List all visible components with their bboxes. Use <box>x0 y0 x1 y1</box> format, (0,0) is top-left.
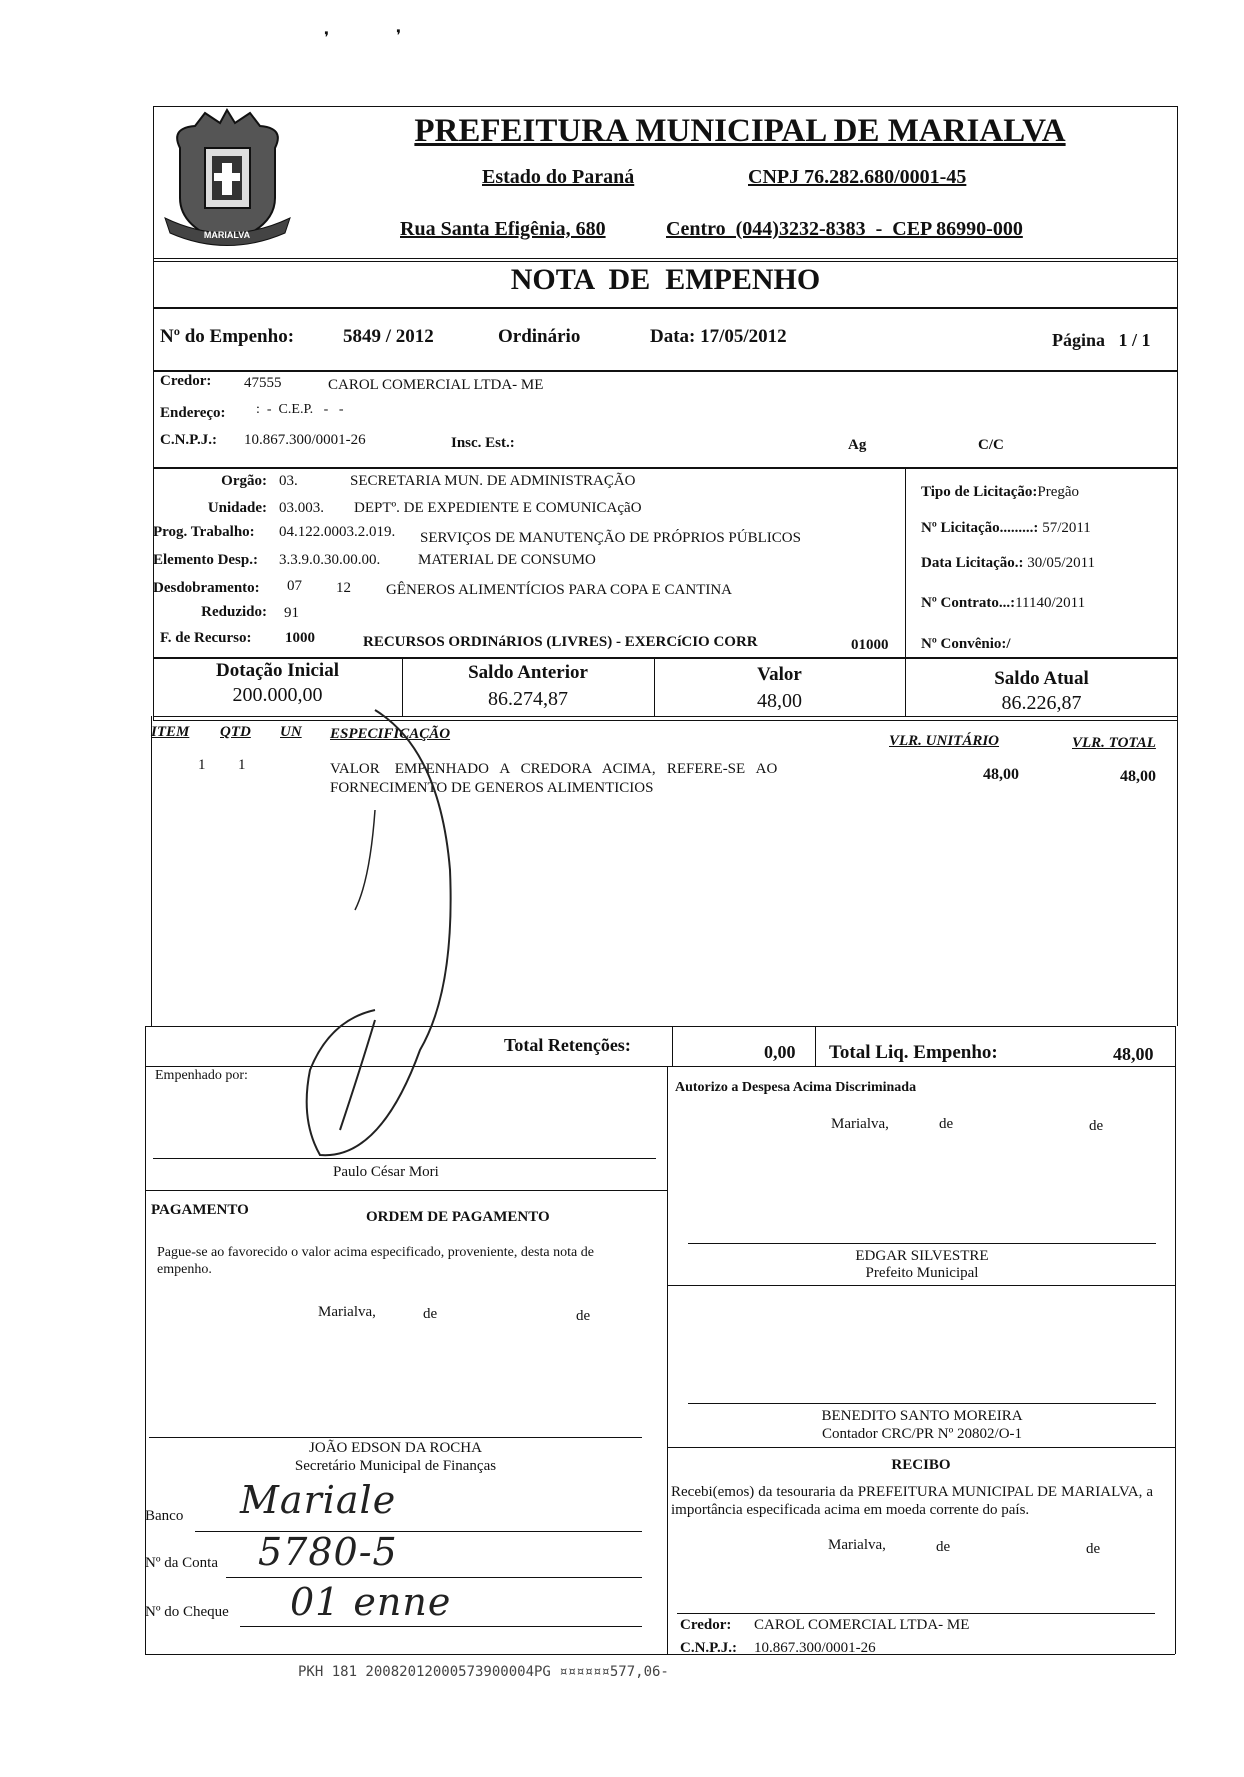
empenho-number: 5849 / 2012 <box>343 326 434 347</box>
cheque-label: Nº do Cheque <box>145 1604 229 1620</box>
col-vlr-unit: VLR. UNITÁRIO <box>889 733 1000 749</box>
convenio: Nº Convênio:/ <box>921 636 1011 652</box>
address-value: : - C.E.P. - - <box>256 402 344 417</box>
retencoes-label: Total Retenções: <box>504 1035 631 1055</box>
elemento-label: Elemento Desp.: <box>153 552 258 568</box>
contador-name: BENEDITO SANTO MOREIRA <box>821 1408 1023 1424</box>
page-number: Página 1 / 1 <box>1052 330 1151 350</box>
empenho-label: Nº do Empenho: <box>160 326 295 347</box>
unidade-name: DEPTº. DE EXPEDIENTE E COMUNICAçãO <box>354 500 642 516</box>
elemento-name: MATERIAL DE CONSUMO <box>418 552 596 568</box>
orgao-code: 03. <box>279 473 298 489</box>
autorizo-de-1: de <box>939 1116 954 1132</box>
recibo-de-2: de <box>1086 1541 1101 1557</box>
desdob-label: Desdobramento: <box>153 580 260 596</box>
prefeito-name: EDGAR SILVESTRE <box>855 1248 989 1264</box>
empenhado-por-label: Empenhado por: <box>155 1068 248 1083</box>
page-title: PREFEITURA MUNICIPAL DE MARIALVA <box>414 113 1066 149</box>
prog-name: SERVIÇOS DE MANUTENÇÃO DE PRÓPRIOS PÚBLICOS <box>420 530 801 546</box>
col-qtd: QTD <box>220 724 251 740</box>
pague-text: Pague-se ao favorecido o valor acima especificado, proveniente, desta nota de empenho. <box>157 1245 594 1277</box>
creditor-box <box>153 371 1178 468</box>
banco-handwriting: Mariale <box>240 1478 397 1522</box>
col-item: ITEM <box>151 724 190 740</box>
ag-label: Ag <box>848 437 867 453</box>
state-label: Estado do Paraná <box>482 166 635 188</box>
valor-value: 48,00 <box>757 690 802 712</box>
secretario-name: JOÃO EDSON DA ROCHA <box>309 1440 482 1456</box>
crest-text: MARIALVA <box>203 230 251 240</box>
recurso-code: 1000 <box>285 630 315 646</box>
cnpj-value: 10.867.300/0001-26 <box>244 432 366 448</box>
col-espec: ESPECIFICAÇÃO <box>330 726 451 742</box>
autorizo-de-2: de <box>1089 1118 1104 1134</box>
data-licitacao: Data Licitação.: 30/05/2011 <box>921 555 1096 571</box>
desdob-code: 07 <box>287 578 302 594</box>
cnpj-label: CNPJ 76.282.680/0001-45 <box>748 166 967 188</box>
insc-label: Insc. Est.: <box>451 435 515 451</box>
recibo-place: Marialva, <box>828 1537 886 1553</box>
recibo-cnpj: 10.867.300/0001-26 <box>754 1640 876 1656</box>
elemento-code: 3.3.9.0.30.00.00. <box>279 552 381 568</box>
empenho-type: Ordinário <box>498 326 581 347</box>
handwritten-signature <box>300 690 470 1180</box>
district-phone-cep: Centro (044)3232-8383 - CEP 86990-000 <box>666 218 1023 240</box>
saldo-anterior-value: 86.274,87 <box>488 688 568 710</box>
cc-label: C/C <box>978 437 1004 453</box>
doc-title: NOTA DE EMPENHO <box>510 263 821 296</box>
cheque-handwriting: 01 enne <box>290 1580 452 1624</box>
creditor-label: Credor: <box>160 373 212 389</box>
conta-label: Nº da Conta <box>145 1555 218 1571</box>
item-vlr-unit: 48,00 <box>983 766 1019 783</box>
autorizo-label: Autorizo a Despesa Acima Discriminada <box>675 1080 917 1095</box>
col-un: UN <box>280 724 302 740</box>
contador-title: Contador CRC/PR Nº 20802/O-1 <box>821 1426 1023 1442</box>
col-vlr-total: VLR. TOTAL <box>1072 735 1156 751</box>
recibo-credor-name: CAROL COMERCIAL LTDA- ME <box>754 1617 970 1633</box>
unidade-code: 03.003. <box>279 500 324 516</box>
unidade-label: Unidade: <box>207 500 267 516</box>
contrato: Nº Contrato...:11140/2011 <box>921 595 1086 611</box>
pagamento-place: Marialva, <box>318 1304 376 1320</box>
conta-handwriting: 5780-5 <box>258 1530 398 1574</box>
reduzido-value: 91 <box>284 605 299 621</box>
dotacao-label: Dotação Inicial <box>216 660 339 681</box>
pagamento-label: PAGAMENTO <box>151 1202 249 1218</box>
tipo-licitacao: Tipo de Licitação:Pregão <box>921 484 1080 500</box>
banco-label: Banco <box>145 1508 184 1524</box>
retencoes-value: 0,00 <box>764 1042 796 1062</box>
orgao-label: Orgão: <box>221 473 267 489</box>
item-desc-1: VALOR EMPENHADO A CREDORA ACIMA, REFERE-SE AO <box>330 761 778 777</box>
pagamento-de-1: de <box>423 1306 438 1322</box>
recibo-title: RECIBO <box>891 1457 951 1473</box>
empenho-date: Data: 17/05/2012 <box>650 326 787 347</box>
recurso-num: 01000 <box>851 637 889 653</box>
item-desc-2: FORNECIMENTO DE GENEROS ALIMENTICIOS <box>330 780 654 796</box>
desdob-sub: 12 <box>336 580 351 596</box>
ordem-pagamento-label: ORDEM DE PAGAMENTO <box>366 1209 550 1225</box>
recurso-label: F. de Recurso: <box>160 630 252 646</box>
dotacao-value: 200.000,00 <box>232 684 323 706</box>
scan-mark: ❜ <box>324 30 330 47</box>
item-vlr-total: 48,00 <box>1120 768 1156 785</box>
autorizo-place: Marialva, <box>831 1116 889 1132</box>
saldo-atual-value: 86.226,87 <box>1001 692 1082 714</box>
item-number: 1 <box>198 757 206 773</box>
recibo-cnpj-label: C.N.P.J.: <box>680 1640 737 1656</box>
liq-value: 48,00 <box>1113 1044 1154 1064</box>
num-licitacao: Nº Licitação.........: 57/2011 <box>921 520 1091 536</box>
city-crest <box>160 108 295 253</box>
prog-label: Prog. Trabalho: <box>153 524 255 540</box>
signer-paulo: Paulo César Mori <box>333 1164 439 1180</box>
creditor-name: CAROL COMERCIAL LTDA- ME <box>328 377 544 393</box>
valor-label: Valor <box>757 664 802 685</box>
item-qtd: 1 <box>238 757 246 773</box>
saldo-atual-label: Saldo Atual <box>994 668 1089 689</box>
cnpj-label: C.N.P.J.: <box>160 432 217 448</box>
reduzido-label: Reduzido: <box>201 604 267 620</box>
pagamento-de-2: de <box>576 1308 591 1324</box>
saldo-anterior-label: Saldo Anterior <box>468 662 588 683</box>
secretario-title: Secretário Municipal de Finanças <box>294 1458 497 1474</box>
prog-code: 04.122.0003.2.019. <box>279 524 396 540</box>
scan-mark: ❜ <box>396 28 402 45</box>
footer-code: PKH 181 20082012000573900004PG ¤¤¤¤¤¤577,06- <box>298 1664 669 1680</box>
address-label: Rua Santa Efigênia, 680 <box>400 218 606 240</box>
orgao-name: SECRETARIA MUN. DE ADMINISTRAÇÃO <box>350 473 636 489</box>
recurso-name: RECURSOS ORDINáRIOS (LIVRES) - EXERCíCIO CORR <box>363 634 758 650</box>
prefeito-title: Prefeito Municipal <box>865 1265 979 1281</box>
creditor-code: 47555 <box>244 375 282 391</box>
recibo-credor-label: Credor: <box>680 1617 732 1633</box>
recibo-text: Recebi(emos) da tesouraria da PREFEITURA MUNICIPAL DE MARIALVA, a importância especificada acima em moeda corrente do país. <box>671 1484 1153 1518</box>
address-label: Endereço: <box>160 405 226 421</box>
desdob-name: GÊNEROS ALIMENTÍCIOS PARA COPA E CANTINA <box>386 582 733 598</box>
liq-label: Total Liq. Empenho: <box>829 1042 998 1063</box>
recibo-de-1: de <box>936 1539 951 1555</box>
